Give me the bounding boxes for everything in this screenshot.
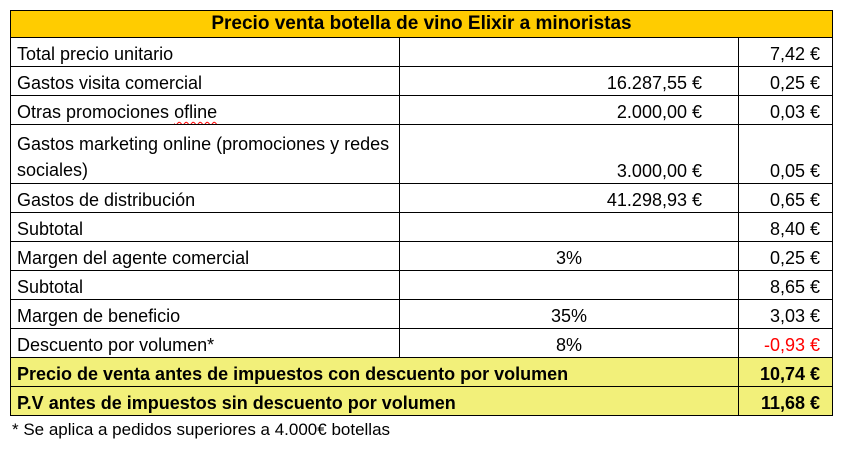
row-label[interactable]: Gastos marketing online (promociones y redes sociales): [11, 125, 400, 184]
row-unit-value[interactable]: 0,25 €: [739, 242, 833, 271]
total-label[interactable]: Precio de venta antes de impuestos con descuento por volumen: [11, 358, 739, 387]
row-label[interactable]: Gastos de distribución: [11, 184, 400, 213]
row-percentage[interactable]: 8%: [400, 329, 739, 358]
row-amount[interactable]: 16.287,55 €: [400, 67, 739, 96]
row-label[interactable]: Margen del agente comercial: [11, 242, 400, 271]
row-amount[interactable]: [400, 271, 739, 300]
row-label[interactable]: Descuento por volumen*: [11, 329, 400, 358]
table-row: [11, 300, 833, 329]
row-label[interactable]: Gastos visita comercial: [11, 67, 400, 96]
row-amount[interactable]: 41.298,93 €: [400, 184, 739, 213]
spreadsheet-area: [10, 10, 832, 441]
table-row: [11, 329, 833, 358]
row-label-text: Otras promociones: [17, 102, 175, 122]
row-label[interactable]: Total precio unitario: [11, 38, 400, 67]
row-percentage[interactable]: 3%: [400, 242, 739, 271]
total-row: [11, 387, 833, 416]
total-label[interactable]: P.V antes de impuestos sin descuento por volumen: [11, 387, 739, 416]
table-title[interactable]: Precio venta botella de vino Elixir a minoristas: [11, 11, 833, 38]
row-percentage[interactable]: 35%: [400, 300, 739, 329]
spellcheck-flagged-word: ofline: [174, 102, 218, 122]
row-label[interactable]: Margen de beneficio: [11, 300, 400, 329]
total-value[interactable]: 11,68 €: [739, 387, 833, 416]
table-row: [11, 213, 833, 242]
row-unit-value[interactable]: 0,25 €: [739, 67, 833, 96]
footnote: * Se aplica a pedidos superiores a 4.000€ botellas: [12, 420, 391, 439]
price-table: [10, 10, 833, 416]
row-label[interactable]: Subtotal: [11, 271, 400, 300]
row-unit-value[interactable]: 0,65 €: [739, 184, 833, 213]
row-unit-value[interactable]: 8,40 €: [739, 213, 833, 242]
row-amount[interactable]: 2.000,00 €: [400, 96, 739, 125]
row-unit-value[interactable]: 0,05 €: [739, 125, 833, 184]
table-row: [11, 96, 833, 125]
row-unit-value[interactable]: 3,03 €: [739, 300, 833, 329]
table-row: [11, 125, 833, 184]
row-label[interactable]: [11, 96, 400, 125]
row-amount[interactable]: [400, 213, 739, 242]
row-amount[interactable]: 3.000,00 €: [400, 125, 739, 184]
table-row: [11, 67, 833, 96]
row-unit-value[interactable]: 8,65 €: [739, 271, 833, 300]
total-value[interactable]: 10,74 €: [739, 358, 833, 387]
table-row: [11, 184, 833, 213]
table-title-row: [11, 11, 833, 38]
table-row: [11, 271, 833, 300]
row-unit-value[interactable]: 0,03 €: [739, 96, 833, 125]
row-label[interactable]: Subtotal: [11, 213, 400, 242]
row-unit-value-negative[interactable]: -0,93 €: [739, 329, 833, 358]
table-row: [11, 242, 833, 271]
table-row: [11, 38, 833, 67]
row-unit-value[interactable]: 7,42 €: [739, 38, 833, 67]
total-row: [11, 358, 833, 387]
row-amount[interactable]: [400, 38, 739, 67]
